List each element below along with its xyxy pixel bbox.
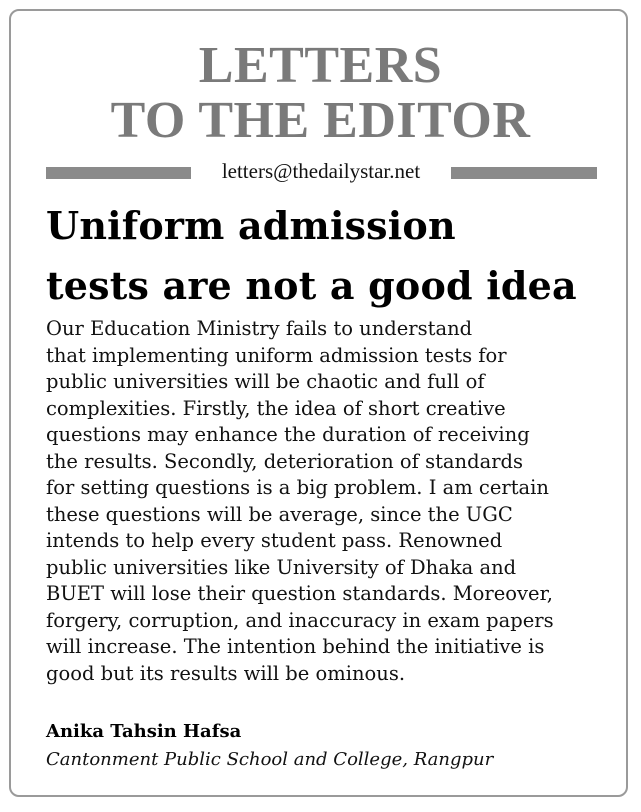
masthead-title-line1: LETTERS bbox=[198, 37, 443, 94]
letter-headline bbox=[46, 196, 616, 316]
author-affiliation: Cantonment Public School and College, Rangpur bbox=[46, 749, 494, 770]
author-name: Anika Tahsin Hafsa bbox=[46, 721, 242, 742]
editor-email: letters@thedailystar.net bbox=[221, 159, 421, 183]
headline-line-1: Uniform admission bbox=[46, 203, 456, 248]
divider-left bbox=[46, 167, 191, 179]
body-line: forgery, corruption, and inaccuracy in exam papers bbox=[46, 608, 554, 632]
masthead-title-line2: TO THE EDITOR bbox=[110, 92, 531, 149]
body-line: these questions will be average, since the UGC bbox=[46, 502, 513, 526]
divider-right bbox=[451, 167, 597, 179]
email-row bbox=[46, 158, 597, 184]
body-line: public universities like University of Dhaka and bbox=[46, 555, 517, 579]
body-line: will increase. The intention behind the initiative is bbox=[46, 635, 545, 658]
body-line: questions may enhance the duration of receiving bbox=[46, 423, 530, 446]
body-line: Our Education Ministry fails to understand bbox=[46, 317, 473, 340]
body-line: for setting questions is a big problem. I am certain bbox=[46, 476, 549, 499]
body-line: public universities will be chaotic and full of bbox=[46, 370, 485, 393]
body-line: the results. Secondly, deterioration of standards bbox=[46, 449, 524, 473]
body-line: BUET will lose their question standards. Moreover, bbox=[46, 582, 553, 605]
body-line: good but its results will be ominous. bbox=[46, 661, 406, 685]
body-line: complexities. Firstly, the idea of short creative bbox=[46, 396, 506, 420]
body-line: intends to help every student pass. Renowned bbox=[46, 529, 503, 552]
body-line: that implementing uniform admission tests for bbox=[46, 343, 507, 367]
headline-line-2: tests are not a good idea bbox=[46, 263, 577, 308]
letter-body bbox=[46, 316, 606, 687]
